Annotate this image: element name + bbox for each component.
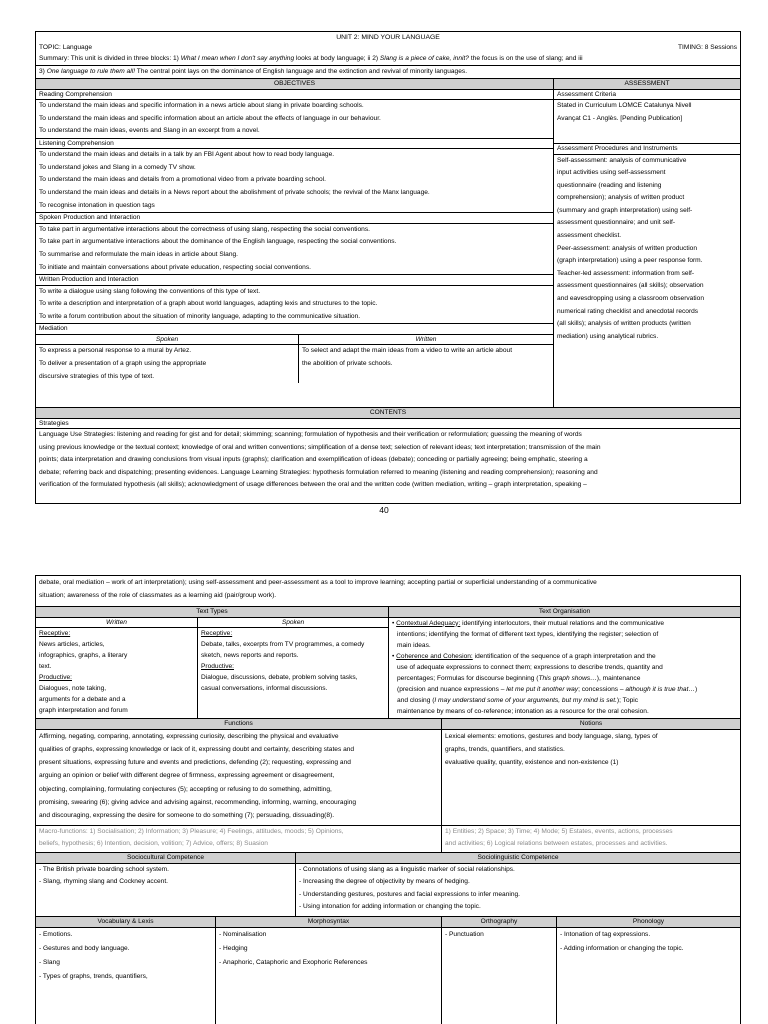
mediation-header: Mediation — [36, 324, 553, 335]
list-item: To understand the main ideas and details from a promotional video from a private boarding school. — [39, 176, 326, 184]
list-item: To write a dialogue using slang following the conventions of this type of text. — [39, 287, 261, 295]
spoken-header: Spoken Production and Interaction — [36, 213, 553, 224]
timing-label: TIMING: 8 Sessions — [678, 44, 737, 51]
strategies-header: Strategies — [36, 419, 740, 430]
written-label: Written — [36, 618, 197, 629]
written-header: Written Production and Interaction — [36, 275, 553, 286]
list-item: - Increasing the degree of objectivity by means of hedging. — [299, 878, 470, 886]
objectives-header: OBJECTIVES — [36, 79, 553, 90]
list-item: To summarise and reformulate the main ideas in article about Slang. — [39, 250, 239, 258]
orthography-column — [442, 917, 557, 1024]
objectives-column — [36, 79, 554, 407]
topic-label: TOPIC: Language — [39, 44, 93, 51]
list-item: - Slang, rhyming slang and Cockney accent. — [39, 878, 169, 886]
spoken-label: Spoken — [198, 618, 388, 629]
spoken-text-types: Spoken Receptive: Debate, talks, excerpts from TV programmes, a comedy sketch, news reports and reports. Productive: Dialogue, discussions, debate, problem solving tasks, casual conversations, informal discussions. — [198, 618, 388, 718]
list-item: To express a personal response to a mural by Artez. — [39, 347, 192, 355]
mediation-written-label: Written — [299, 335, 553, 346]
list-item: To understand jokes and Slang in a comedy TV show. — [39, 163, 196, 171]
list-item: - Adding information or changing the topic. — [560, 944, 684, 952]
list-item: To understand the main ideas and details in a talk by an FBI Agent about how to read body language. — [39, 151, 335, 159]
list-item: To write a description and interpretation of a graph about world languages, adapting lexis and structures to the topic. — [39, 300, 378, 308]
sociocultural-header: Sociocultural Competence — [36, 853, 295, 864]
contents-header: CONTENTS — [36, 408, 740, 419]
procedures-header: Assessment Procedures and Instruments — [554, 144, 740, 155]
list-item: To initiate and maintain conversations about private education, respecting social conventions. — [39, 263, 311, 271]
list-item: To deliver a presentation of a graph using the appropriate — [39, 360, 207, 367]
list-item: To understand the main ideas, events and Slang in an excerpt from a novel. — [39, 127, 260, 135]
list-item: To understand the main ideas and details in a News report about the abolishment of private schools; the revival of the Manx language. — [39, 189, 430, 197]
list-item: - Gestures and body language. — [39, 944, 130, 952]
notions-column: Notions Lexical elements: emotions, gestures and body language, slang, types of graphs, trends, quantifiers, and statistics. evaluative quality, quantity, existence and non-existence (1) 1) Entities; 2) Space; 3) Time; 4) Mode; 5) Estates, events, actions, processes and activities; 6) Logical relations between estates, processes and activities. — [442, 719, 740, 852]
document-page-2 — [35, 575, 741, 1024]
contextual-adequacy-label: Contextual Adequacy: — [396, 619, 461, 627]
list-item: To understand the main ideas and specific information about an article about the effects of language in our behaviour. — [39, 114, 381, 122]
competence-section — [36, 853, 740, 917]
objectives-assessment-section — [36, 79, 740, 408]
list-item: - Intonation of tag expressions. — [560, 930, 651, 938]
written-list — [36, 286, 553, 325]
mediation-table — [36, 335, 553, 383]
list-item: To write a forum contribution about the situation of minority language, adapting to the communicative situation. — [39, 312, 361, 320]
functions-notions-section — [36, 719, 740, 853]
written-text-types: Written Receptive: News articles, articles, infographics, graphs, a literary text. Productive: Dialogues, note taking, arguments for a debate and a graph interpretation and forum — [36, 618, 198, 718]
strategies-continued: debate, oral mediation – work of art interpretation); using self-assessment and peer-assessment as a tool to improve learning; accepting partial or superficial understanding of a communicative situation; awareness of the role of classmates as a learning aid (pair/group work). — [36, 576, 740, 607]
coherence-cohesion-label: Coherence and Cohesion: — [396, 652, 473, 660]
macro-functions: Macro-functions: 1) Socialisation; 2) Information; 3) Pleasure; 4) Feelings, attitudes, moods; 5) Opinions, beliefs, hypothesis; 6) Intention, decision, volition; 7) Advice, offers; 8) Suasion — [36, 825, 441, 851]
notion-categories: 1) Entities; 2) Space; 3) Time; 4) Mode; 5) Estates, events, actions, processes and activities; 6) Logical relations between estates, processes and activities. — [442, 825, 740, 851]
list-item: - Hedging — [219, 944, 248, 952]
text-organisation-column: Text Organisation • Contextual Adequacy: identifying interlocutors, their mutual relations and the communicative intentions; identifying the format of different text types, identifying the register; selection of main ideas. • Coherence and Cohesion: identification of the sequence of a graph interpretation and the use of adequate expressions to connect them; expressions to describe trends, quantity and percentages; Formulas for discourse beginning (This graph shows…), maintenance (precision and nuance expressions – let me put it another way; concessions – although it is true that…) and closing (I may understand some of your arguments, but my mind is set.); Topic maintenance by means of co-reference; intonation as a resource for the oral cohesion. — [389, 607, 740, 718]
spoken-list — [36, 224, 553, 275]
list-item: - Slang — [39, 958, 60, 966]
list-item: - Anaphoric, Cataphoric and Exophoric References — [219, 958, 368, 966]
document-page-1 — [35, 31, 741, 504]
reading-header: Reading Comprehension — [36, 90, 553, 101]
morphosyntax-column — [216, 917, 442, 1024]
text-types-column — [36, 607, 389, 718]
unit-header — [36, 32, 740, 66]
list-item: To take part in argumentative interactions about the dominance of the English language, respecting the social conventions. — [39, 238, 397, 246]
listening-list — [36, 149, 553, 213]
procedures-text: Self-assessment: analysis of communicative input activities using self-assessment questionnaire (reading and listening comprehension); analysis of written product (summary and graph interpretation) using self- assessment questionnaire; and unit self- assessment checklist. Peer-assessment: analysis of written production (graph interpretation) using a peer response form. Teacher-led assessment: information from self- assessment questionnaires (all skills); observation and eavesdropping using a classroom observation numerical rating checklist and anecdotal records (all skills); analysis of written products (written mediation) using analytical rubrics. — [557, 156, 704, 340]
language-section — [36, 917, 740, 1024]
written-productive-label: Productive: — [39, 674, 72, 681]
listening-header: Listening Comprehension — [36, 139, 553, 150]
list-item: - Using intonation for adding information or changing the topic. — [299, 903, 481, 911]
reading-list — [36, 100, 553, 139]
list-item: To select and adapt the main ideas from a video to write an article about — [302, 347, 513, 355]
mediation-spoken-column — [36, 335, 299, 383]
sociolinguistic-header: Sociolinguistic Competence — [296, 853, 740, 864]
notions-header: Notions — [442, 719, 740, 730]
list-item: - Emotions. — [39, 930, 73, 938]
functions-column: Functions Affirming, negating, comparing, annotating, expressing curiosity, describing the physical and evaluative qualities of graphs, expressing knowledge or lack of it, expressing doubt and certainty, describing states and present situations, expressing future and events and predictions, defending (2); requesting, expressing and arguing an opinion or belief with different degree of firmness, expressing agreement or disagreement, objecting, complaining, formulating conjectures (5); accepting or refusing to do something, admitting, promising, swearing (6); giving advice and advising against, recommending, informing, warning, encouraging and discouraging, expressing the desire for someone to do something (7); persuading, dissuading(8). Macro-functions: 1) Socialisation; 2) Information; 3) Pleasure; 4) Feelings, attitudes, moods; 5) Opinions, beliefs, hypothesis; 6) Intention, decision, volition; 7) Advice, offers; 8) Suasion — [36, 719, 442, 852]
spoken-productive-label: Productive: — [201, 663, 234, 670]
phonology-header: Phonology — [557, 917, 740, 928]
list-item: - The British private boarding school system. — [39, 865, 169, 873]
mediation-written-column — [299, 335, 553, 383]
assessment-header: ASSESSMENT — [554, 79, 740, 90]
morphosyntax-header: Morphosyntax — [216, 917, 441, 928]
unit-title: UNIT 2: MIND YOUR LANGUAGE — [336, 34, 440, 41]
criteria-text: Stated in Curriculum LOMCE Catalunya Nivell Avançat C1 - Anglès. [Pending Publication] — [554, 100, 740, 144]
vocabulary-column — [36, 917, 216, 1024]
phonology-column — [557, 917, 740, 1024]
list-item: - Nominalisation — [219, 930, 267, 938]
sociolinguistic-column — [296, 853, 740, 916]
assessment-column — [554, 79, 740, 407]
written-receptive-label: Receptive: — [39, 630, 71, 637]
mediation-spoken-label: Spoken — [36, 335, 298, 346]
list-item: To recognise intonation in question tags — [39, 201, 155, 209]
text-types-header: Text Types — [36, 607, 388, 618]
list-item: To understand the main ideas and specific information in a news article about slang in private boarding schools. — [39, 102, 364, 109]
list-item: the abolition of private schools. — [302, 360, 393, 367]
list-item: - Punctuation — [445, 930, 484, 938]
summary-line-2: 3) One language to rule them all! The central point lays on the dominance of English language and the extinction and revival of minority languages. — [36, 66, 740, 79]
functions-header: Functions — [36, 719, 441, 730]
list-item: - Types of graphs, trends, quantifiers, — [39, 972, 148, 980]
list-item: - Connotations of using slang as a linguistic marker of social relationships. — [299, 865, 515, 873]
strategies-text: Language Use Strategies: listening and reading for gist and for detail; skimming; scanning; formulation of hypothesis and their verification or reformulation; guessing the meaning of words using previous knowledge or the textual context; knowledge of oral and written conventions; simplification of a dense text; selection of relevant ideas; text interpretation; transmission of the main points; data interpretation and drawing conclusions from visual inputs (graphs); clarification and exemplification of ideas (debate); conceding or partially agreeing; being emphatic, steering a debate; referring back and dispatching; presenting evidences. Language Learning Strategies: hypothesis formulation referred to meaning (listening and reading comprehension); reasoning and verification of the formulated hypothesis (all skills); acknowledgment of usage differences between the oral and the written code (written mediation, writing – graph interpretation, speaking – — [39, 431, 601, 489]
text-types-section — [36, 607, 740, 719]
spoken-receptive-label: Receptive: — [201, 630, 233, 637]
list-item: - Understanding gestures, postures and facial expressions to infer meaning. — [299, 890, 521, 898]
text-organisation-header: Text Organisation — [389, 607, 740, 618]
orthography-header: Orthography — [442, 917, 556, 928]
page-number: 40 — [379, 505, 389, 515]
criteria-header: Assessment Criteria — [554, 90, 740, 101]
list-item: To take part in argumentative interactions about the correctness of using slang, respecting the social conventions. — [39, 225, 370, 233]
sociocultural-column — [36, 853, 296, 916]
summary-line-1: Summary: This unit is divided in three blocks: 1) What I mean when I don't say anything looks at body language; ii 2) Slang is a piece of cake, innit? the focus is on the use of slang; and iii — [39, 55, 583, 62]
list-item: discursive strategies of this type of text. — [39, 372, 155, 380]
vocabulary-header: Vocabulary & Lexis — [36, 917, 215, 928]
